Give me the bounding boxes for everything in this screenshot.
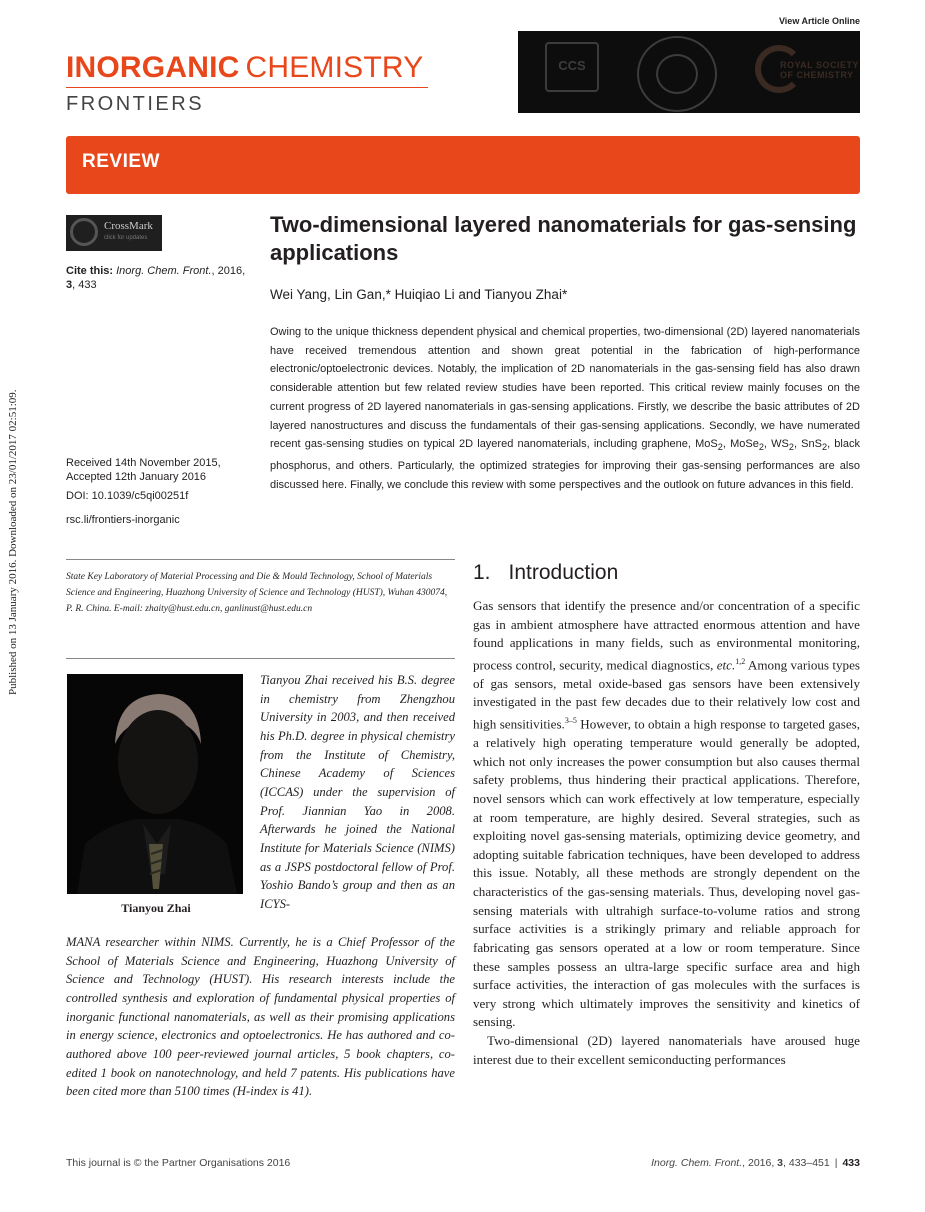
author-photo <box>67 674 243 894</box>
author-photo-caption: Tianyou Zhai <box>121 901 191 915</box>
cite-journal: Inorg. Chem. Front. <box>116 265 212 277</box>
author-list: Wei Yang, Lin Gan,* Huiqiao Li and Tianyou Zhai* <box>270 287 568 302</box>
abstract: Owing to the unique thickness dependent physical and chemical properties, two-dimensional (2D) layered nanomaterials have received tremendous attention and shown great potential in the fabrication of high-performance electronic/optoelectronic devices. Notably, the implication of 2D nanomaterials in the gas-sensing field has also drawn considerable attention but few related review studies have been reported. This critical review mainly focuses on the current progress of 2D layered nanomaterials in gas-sensing applications. Firstly, we describe the basic attributes of 2D layered nanostructures and discuss the fundamentals of their gas-sensing applications. Secondly, we have numerated recent gas-sensing studies on typical 2D layered nanomaterials, including graphene, MoS$_2$, MoSe$_2$, $WS_2$, SnS$_2$, black phosphorus, and others. Particularly, the optimized strategies for improving their gas-sensing performances are also discussed here. Finally, we conclude this review with some perspectives and the outlook on future advances in this field. <box>270 326 860 491</box>
download-stamp: Published on 13 January 2016. Downloaded on 23/01/2017 02:51:09. <box>7 389 19 695</box>
reference-link[interactable]: 1,2 <box>735 656 746 666</box>
footer-year: , 2016, <box>742 1157 778 1169</box>
section-number: 1. <box>473 561 491 584</box>
introduction-body <box>473 597 860 1069</box>
cite-prefix: Cite this: <box>66 265 114 277</box>
author-bio-text: Tianyou Zhai received his B.S. degree in chemistry from Zhengzhou University in 2003, and then received his Ph.D. degree in physical chemistry from the Institute of Chemistry, Chinese Academy of Sciences (ICCAS) under the supervision of Prof. Jiannian Yao in 2008. Afterwards he joined the National Institute for Materials Science (NIMS) as a JSPS postdoctoral fellow of Prof. Yoshio Bando’s group and then as an ICYS- <box>260 673 455 911</box>
journal-title <box>66 50 423 86</box>
crossmark-icon <box>70 218 98 246</box>
page-number: 433 <box>842 1157 860 1169</box>
ccs-logo: CCS <box>545 42 599 92</box>
section-heading <box>473 561 618 585</box>
journal-subtitle: FRONTIERS <box>66 93 205 115</box>
received-date: Received 14th November 2015, <box>66 457 221 469</box>
footer-volume: 3 <box>777 1157 784 1169</box>
journal-title-bold: INORGANIC <box>66 51 240 84</box>
journal-link[interactable]: rsc.li/frontiers-inorganic <box>66 514 180 526</box>
rsc-logo-text: ROYAL SOCIETY OF CHEMISTRY <box>780 60 860 80</box>
reference-link[interactable]: 3–5 <box>564 716 577 726</box>
doi-link[interactable]: DOI: 10.1039/c5qi00251f <box>66 490 189 502</box>
bio-rule <box>66 658 455 659</box>
journal-title-light: CHEMISTRY <box>245 51 424 84</box>
affiliation: State Key Laboratory of Material Processing and Die & Mould Technology, School of Materials Science and Engineering, Huazhong University of Science and Technology (HUST), Wuhan 430074, P. R. China. E-mail: zhaity@hust.edu.cn, ganlinust@hust.edu.cn <box>66 572 448 614</box>
section-title: Introduction <box>508 561 619 584</box>
footer-copyright: This journal is © the Partner Organisations 2016 <box>66 1157 291 1169</box>
title-rule <box>66 87 428 88</box>
author-bio-text-continued: MANA researcher within NIMS. Currently, he is a Chief Professor of the School of Materials Science and Engineering, Huazhong University of Science and Technology (HUST). His research interests include the controlled synthesis and exploration of fundamental physical properties of inorganic functional nanomaterials, as well as their promising applications in energy science, electronics and optoelectronics. He has authored and co-authored above 100 peer-reviewed journal articles, 5 book chapters, co-edited 1 book on nanotechnology, and held 7 patents. His publications have been cited more than 5100 times (H-index is 41). <box>66 935 455 1099</box>
paragraph: Gas sensors that identify the presence and/or concentration of a specific gas in ambient atmosphere have attracted enormous attention and have found applications in many fields, such as environmental monitoring, process control, security, medical diagnostics, etc.$^{1,2}$ Among various types of gas sensors, metal oxide-based gas sensors have been extensively investigated in the past few decades due to their relatively low cost and high sensitivities.$^{3-5}$ However, to obtain a high response to targeted gases, a relatively high operating temperature would generally be adopted, which not only increases the power consumption but also causes thermal safety problems, thus hindering their practical applications. Therefore, novel sensors which can work effectively at low temperature, especially at room temperature, are highly desired. Several strategies, such as exploiting novel gas-sensing materials, optimizing device geometry, and adopting suitable fabrication techniques, have been developed to address this issue. Notably, all these methods are strongly dependent on the characteristics of the gas-sensing materials. Thus, developing novel gas-sensing materials with ultrahigh surface-to-volume ratios and strong surface activities is a strikingly primary and reliable approach for fabricating gas sensors operated at a low or room temperature. Since these samples possess an ultra-large specific surface area and high surface activities, the interaction of gas molecules with the surfaces is very strong which ultimately improves the sensitivity and kinetics of sensing. <box>473 598 861 1030</box>
cite-year: , 2016, <box>211 265 246 277</box>
footer-separator: | <box>834 1157 838 1169</box>
citation <box>66 264 256 292</box>
footer-journal: Inorg. Chem. Front. <box>651 1157 743 1169</box>
accepted-date: Accepted 12th January 2016 <box>66 471 207 483</box>
view-article-online-link[interactable]: View Article Online <box>778 16 860 26</box>
received-dates <box>66 456 256 484</box>
review-banner <box>66 136 860 194</box>
article-type-label: REVIEW <box>82 151 160 172</box>
cite-volume: 3 <box>66 279 73 291</box>
crossmark-label: CrossMark <box>104 220 153 232</box>
crossmark-sub: click for updates <box>104 235 148 241</box>
affiliation-rule <box>66 559 455 560</box>
footer-pages: , 433–451 <box>783 1157 830 1169</box>
article-title: Two-dimensional layered nanomaterials for gas-sensing applications <box>270 212 857 265</box>
paragraph: Two-dimensional (2D) layered nanomaterials have aroused huge interest due to their excellent semiconducting performances <box>473 1033 860 1067</box>
cite-pages: , 433 <box>72 279 97 291</box>
footer-citation <box>651 1157 860 1169</box>
author-photo-silhouette <box>67 674 243 894</box>
peking-university-seal-inner <box>656 54 698 94</box>
